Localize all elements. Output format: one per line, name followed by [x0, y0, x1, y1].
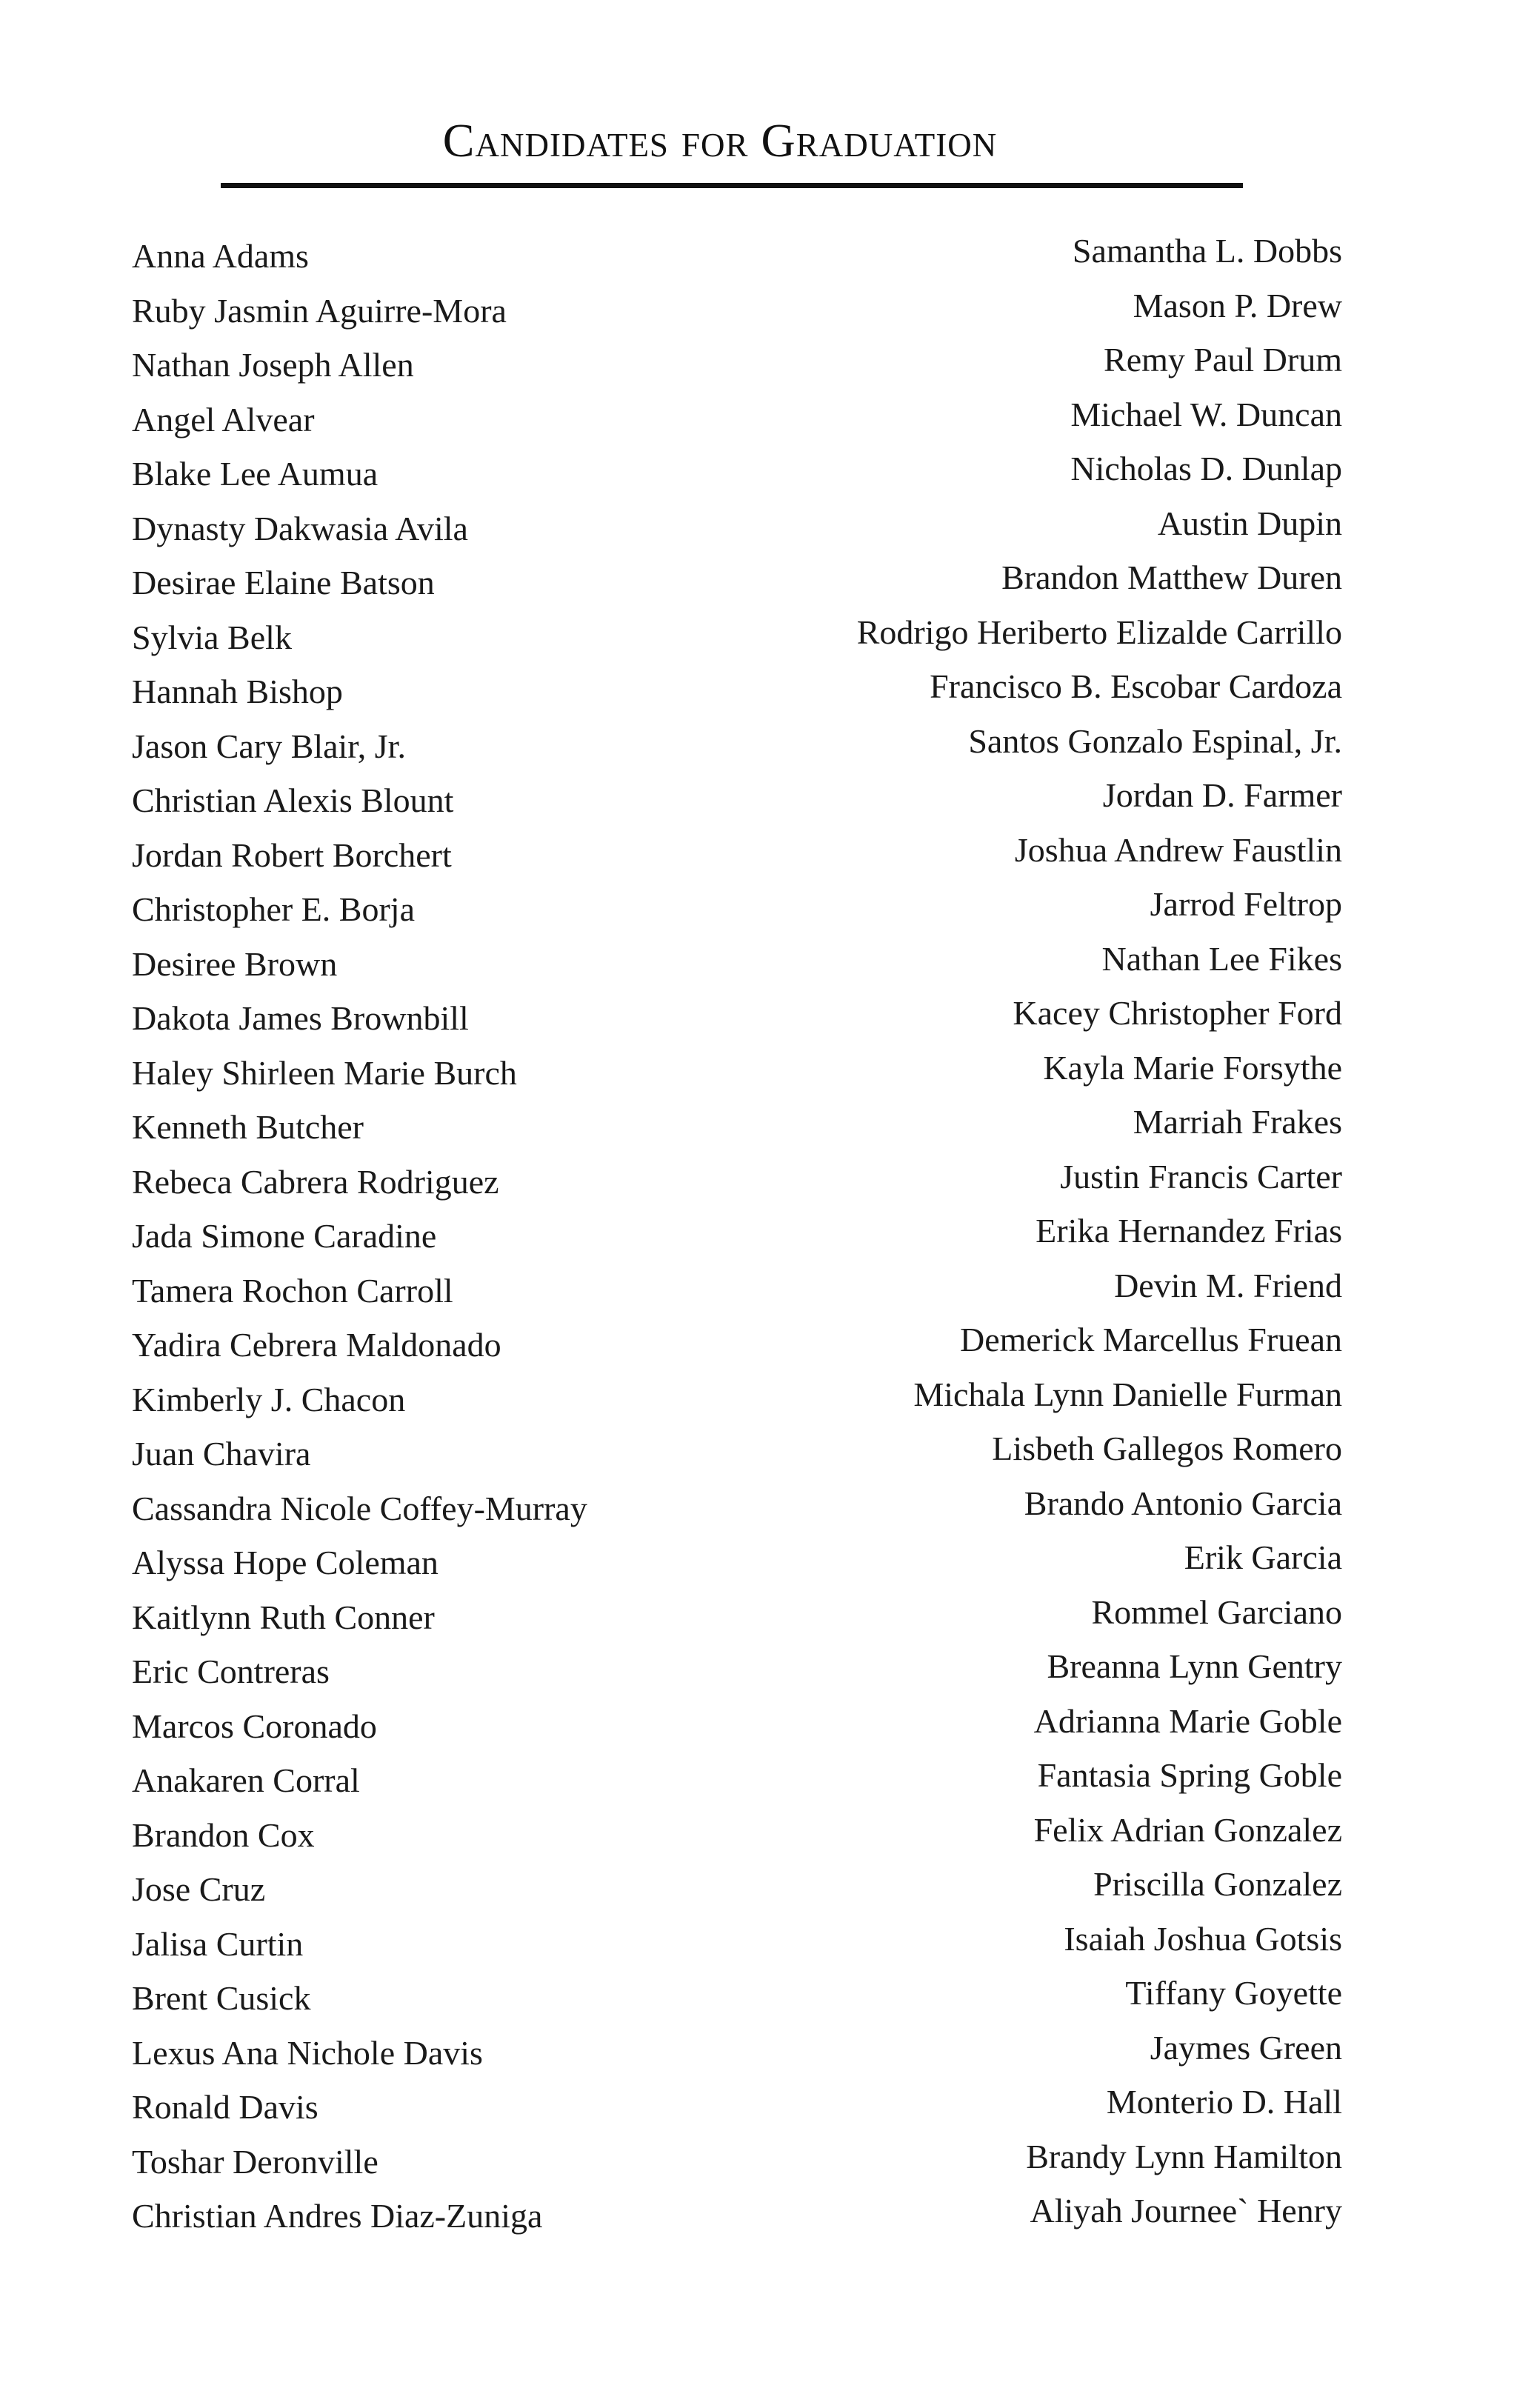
candidate-name: Austin Dupin [1157, 504, 1342, 542]
candidate-name: Samantha L. Dobbs [1072, 232, 1342, 270]
candidate-name: Michala Lynn Danielle Furman [913, 1375, 1342, 1413]
candidate-name: Adrianna Marie Goble [1033, 1701, 1342, 1740]
candidate-name: Angel Alvear [132, 400, 315, 438]
candidate-name: Sylvia Belk [132, 618, 292, 656]
candidate-name: Jada Simone Caradine [132, 1217, 437, 1255]
candidate-name: Jordan Robert Borchert [132, 836, 452, 874]
right-name-column [676, 224, 1342, 2238]
candidate-name: Tamera Rochon Carroll [132, 1271, 453, 1310]
candidate-name: Anakaren Corral [132, 1761, 360, 1799]
candidate-name: Brando Antonio Garcia [1024, 1484, 1342, 1522]
candidate-name: Tiffany Goyette [1125, 1974, 1342, 2012]
candidate-name: Christopher E. Borja [132, 890, 415, 928]
candidate-name: Brent Cusick [132, 1979, 311, 2017]
candidate-name: Lexus Ana Nichole Davis [132, 2033, 483, 2072]
left-name-column [132, 229, 724, 2244]
candidate-name: Kayla Marie Forsythe [1043, 1048, 1342, 1087]
candidate-name: Juan Chavira [132, 1435, 311, 1473]
candidate-name: Ruby Jasmin Aguirre-Mora [132, 291, 507, 330]
candidate-name: Rommel Garciano [1091, 1592, 1342, 1631]
candidate-name: Desiree Brown [132, 944, 338, 983]
candidate-name: Brandon Matthew Duren [1001, 558, 1342, 596]
candidate-name: Isaiah Joshua Gotsis [1064, 1919, 1342, 1958]
candidate-name: Jordan D. Farmer [1102, 776, 1342, 814]
candidate-name: Kacey Christopher Ford [1013, 994, 1342, 1032]
candidate-name: Monterio D. Hall [1106, 2083, 1342, 2121]
candidate-name: Dynasty Dakwasia Avila [132, 509, 468, 547]
candidate-name: Rodrigo Heriberto Elizalde Carrillo [856, 613, 1342, 651]
candidate-name: Mason P. Drew [1133, 286, 1342, 324]
candidate-name: Breanna Lynn Gentry [1047, 1647, 1342, 1685]
page-title: Candidates for Graduation [442, 114, 998, 167]
candidate-name: Joshua Andrew Faustlin [1014, 830, 1342, 869]
candidate-name: Nathan Joseph Allen [132, 346, 414, 384]
candidate-name: Christian Alexis Blount [132, 781, 454, 819]
candidate-name: Demerick Marcellus Fruean [959, 1321, 1342, 1358]
candidate-name: Toshar Deronville [132, 2142, 378, 2181]
candidate-name: Nicholas D. Dunlap [1070, 450, 1342, 487]
candidate-name: Kaitlynn Ruth Conner [132, 1598, 435, 1636]
candidate-name: Desirae Elaine Batson [132, 564, 435, 601]
candidate-name: Blake Lee Aumua [132, 455, 378, 493]
candidate-name: Santos Gonzalo Espinal, Jr. [968, 721, 1342, 760]
candidate-name: Dakota James Brownbill [132, 999, 469, 1037]
candidate-name: Jarrod Feltrop [1150, 885, 1342, 923]
candidate-name: Erik Garcia [1184, 1538, 1342, 1576]
candidate-name: Lisbeth Gallegos Romero [992, 1430, 1342, 1467]
candidate-name: Marcos Coronado [132, 1707, 377, 1745]
candidate-name: Priscilla Gonzalez [1093, 1865, 1342, 1903]
candidate-name: Brandon Cox [132, 1815, 315, 1854]
candidate-name: Felix Adrian Gonzalez [1033, 1810, 1342, 1849]
candidate-name: Cassandra Nicole Coffey-Murray [132, 1489, 587, 1527]
candidate-name: Kenneth Butcher [132, 1108, 364, 1146]
candidate-name: Alyssa Hope Coleman [132, 1544, 438, 1581]
candidate-name: Anna Adams [132, 237, 309, 275]
candidate-name: Marriah Frakes [1133, 1103, 1342, 1141]
candidate-name: Jalisa Curtin [132, 1924, 304, 1963]
candidate-name: Francisco B. Escobar Cardoza [930, 667, 1342, 705]
candidate-name: Kimberly J. Chacon [132, 1380, 406, 1418]
candidate-name: Jaymes Green [1150, 2028, 1342, 2067]
candidate-name: Aliyah Journee` Henry [1030, 2192, 1342, 2229]
candidate-name: Yadira Cebrera Maldonado [132, 1326, 501, 1364]
candidate-name: Devin M. Friend [1114, 1266, 1342, 1304]
candidate-name: Erika Hernandez Frias [1036, 1212, 1342, 1250]
candidate-name: Brandy Lynn Hamilton [1026, 2137, 1342, 2175]
candidate-name: Justin Francis Carter [1060, 1157, 1342, 1195]
candidate-name: Michael W. Duncan [1070, 395, 1342, 433]
candidate-name: Ronald Davis [132, 2088, 319, 2126]
candidate-name: Fantasia Spring Goble [1037, 1756, 1342, 1794]
candidate-name: Christian Andres Diaz-Zuniga [132, 2197, 543, 2235]
candidate-name: Nathan Lee Fikes [1101, 939, 1342, 978]
candidate-name: Hannah Bishop [132, 673, 343, 710]
candidate-name: Haley Shirleen Marie Burch [132, 1053, 517, 1092]
candidate-name: Rebeca Cabrera Rodriguez [132, 1162, 499, 1201]
candidate-name: Eric Contreras [132, 1652, 330, 1690]
candidate-name: Remy Paul Drum [1104, 341, 1342, 378]
candidate-name: Jose Cruz [132, 1870, 266, 1908]
title-underline [221, 183, 1243, 188]
candidate-name: Jason Cary Blair, Jr. [132, 727, 406, 765]
